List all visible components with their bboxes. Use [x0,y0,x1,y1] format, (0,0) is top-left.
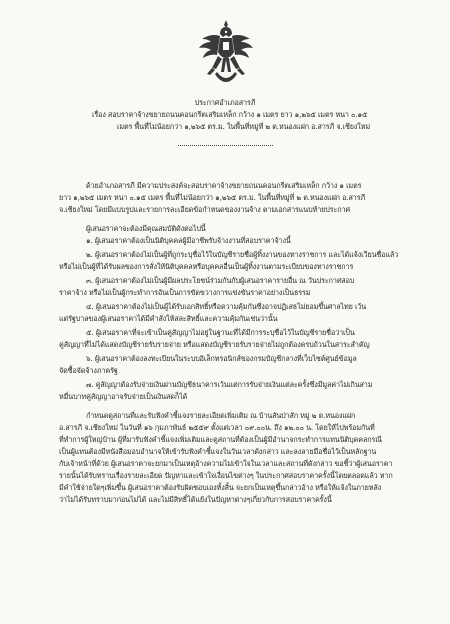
schedule-line: ว่าไม่ได้รับทราบมาก่อนไม่ได้ และไม่มีสิทธิ์โต้แย้งในปัญหาต่างๆเกี่ยวกับการสอบราคาครั้งนี้ [59,495,332,504]
intro-line-2: ยาว ๑,๒๖๕ เมตร หนา ๐.๑๕ เมตร พื้นที่ไม่น้อยกว่า ๑,๒๖๕ ตร.ม. ในพื้นที่หมู่ที่ ๒ ต.หนองแฝก อ.สารภี [59,193,366,202]
garuda-emblem-icon [195,18,257,90]
qualification-item: หรือไม่เป็นผู้ที่ได้รับผลของการสั่งให้นิติบุคคลหรือบุคคลอื่นเป็นผู้ทิ้งงานตามระเบียบของทางราชการ [59,262,354,271]
subject-line-1: เรื่อง สอบราคาจ้างขยายถนนคอนกรีตเสริมเหล็ก กว้าง ๑ เมตร ยาว ๑,๒๖๕ เมตร หนา ๐.๑๕ [92,110,368,119]
subject-line-2: เมตร พื้นที่ไม่น้อยกว่า ๑,๒๖๕ ตร.ม. ในพื้นที่หมู่ที่ ๒ ต.หนองแฝก อ.สารภี จ.เชียงใหม่ [117,122,370,131]
qualification-item: แต่รัฐบาลของผู้เสนอราคาได้มีคำสั่งให้สละสิทธิ์และความคุ้มกันเช่นว่านั้น [59,314,278,323]
qualification-item: ๓. ผู้เสนอราคาต้องไม่เป็นผู้มีผลประโยชน์ร่วมกันกับผู้เสนอราคารายอื่น ณ วันประกาศสอบ [86,276,355,285]
qualification-item: ๕. ผู้เสนอราคาที่จะเข้าเป็นคู่สัญญาไม่อยู่ในฐานะที่ได้มีการระบุชื่อไว้ในบัญชีรายชื่อว่าเป็น [86,328,355,337]
qualification-item: คู่สัญญาที่ไม่ได้แสดงบัญชีรายรับรายจ่าย หรือแสดงบัญชีรายรับรายจ่ายไม่ถูกต้องครบถ้วนในสาระสำคัญ [59,340,370,349]
qualification-item: ๑. ผู้เสนอราคาต้องเป็นนิติบุคคลผู้มีอาชีพรับจ้างงานที่สอบราคาจ้างนี้ [86,236,291,245]
qualification-item: จัดซื้อจัดจ้างภาครัฐ [59,366,118,375]
schedule-line: รายนั้นได้รับทราบเรื่องรายละเอียด ปัญหาและเข้าใจเงื่อนไขต่างๆ ในประกาศสอบราคาครั้งนี้โดยตลอดแล้ว หาก [59,471,393,480]
qualification-item: ๒. ผู้เสนอราคาต้องไม่เป็นผู้ที่ถูกระบุชื่อไว้ในบัญชีรายชื่อผู้ทิ้งงานของทางราชการ และได้แจ้งเวียนชื่อแล้ว [86,250,399,259]
schedule-line: กำหนดดูสถานที่และรับฟังคำชี้แจงรายละเอียดเพิ่มเติม ณ บ้านสันป่าสัก หมู่ ๒ ต.หนองแฝก [86,411,356,420]
qualification-item: ๗. คู่สัญญาต้องรับจ่ายเงินผ่านบัญชีธนาคารเว้นแต่การรับจ่ายเงินแต่ละครั้งซึ่งมีมูลค่าไม่เกินสาม [86,380,373,389]
schedule-line: มีคำใช้จ่ายใดๆเพิ่มขึ้น ผู้เสนอราคาต้องรับผิดชอบเองทั้งสิ้น จะยกเป็นเหตุขึ้นกล่าวอ้าง หรือให้แจ้งในภายหลัง [59,483,382,492]
schedule-line: อ.สารภี จ.เชียงใหม่ ในวันที่ ๑๖ กุมภาพันธ์ ๒๕๕๙ ตั้งแต่เวลา ๐๙.๐๐น. ถึง ๑๒.๐๐ น. โดยให้ไปพร้อมกันที่ [59,423,375,432]
qualification-item: ๖. ผู้เสนอราคาต้องลงทะเบียนในระบบอิเล็กทรอนิกส์ของกรมบัญชีกลางที่เว็บไซต์ศูนย์ข้อมูล [86,354,357,363]
schedule-line: กับเจ้าหน้าที่ด้วย ผู้เสนอราคาจะยกมาเป็นเหตุอ้างความไม่เข้าใจในเวลาและสถานที่ดังกล่าว ขอชี้ว่าผู้เสนอราคา [59,459,393,468]
qualifications-heading: ผู้เสนอราคาจะต้องมีคุณสมบัติดังต่อไปนี้ [86,224,206,233]
qualification-item: หมื่นบาทคู่สัญญาอาจรับจ่ายเป็นเงินสดก็ได้ [59,392,188,401]
qualification-item: ๔. ผู้เสนอราคาต้องไม่เป็นผู้ได้รับเอกสิทธิ์หรือความคุ้มกันซึ่งอาจปฏิเสธไม่ยอมขึ้นศาลไทย เว้น [86,302,367,311]
intro-line-3: จ.เชียงใหม่ โดยมีแบบรูปและรายการละเอียดข้อกำหนดของงานจ้าง ตามเอกสารแนบท้ายประกาศ [59,205,350,214]
intro-line-1: ด้วยอำเภอสารภี มีความประสงค์จะสอบราคาจ้างขยายถนนคอนกรีตเสริมเหล็ก กว้าง ๑ เมตร [86,181,362,190]
schedule-line: เป็นผู้แทนต้องมีหนังสือมอบอำนาจให้เข้ารับฟังคำชี้แจงในวันเวลาดังกล่าว และลงลายมือชื่อไว้เป็นหลักฐาน [59,447,377,456]
separator [178,145,273,146]
announcement-org: ประกาศอำเภอสารภี [194,98,256,107]
qualification-item: ราคาจ้าง หรือไม่เป็นผู้กระทำการอันเป็นการขัดขวางการแข่งขันราคาอย่างเป็นธรรม [59,288,311,297]
schedule-line: ที่ทำการผู้ใหญ่บ้าน ผู้ที่มารับฟังคำชี้แจงเพิ่มเติมและดูสถานที่ต้องเป็นผู้มีอำนาจกระทำการแทนนิติบุคคลกรณี [59,435,382,444]
